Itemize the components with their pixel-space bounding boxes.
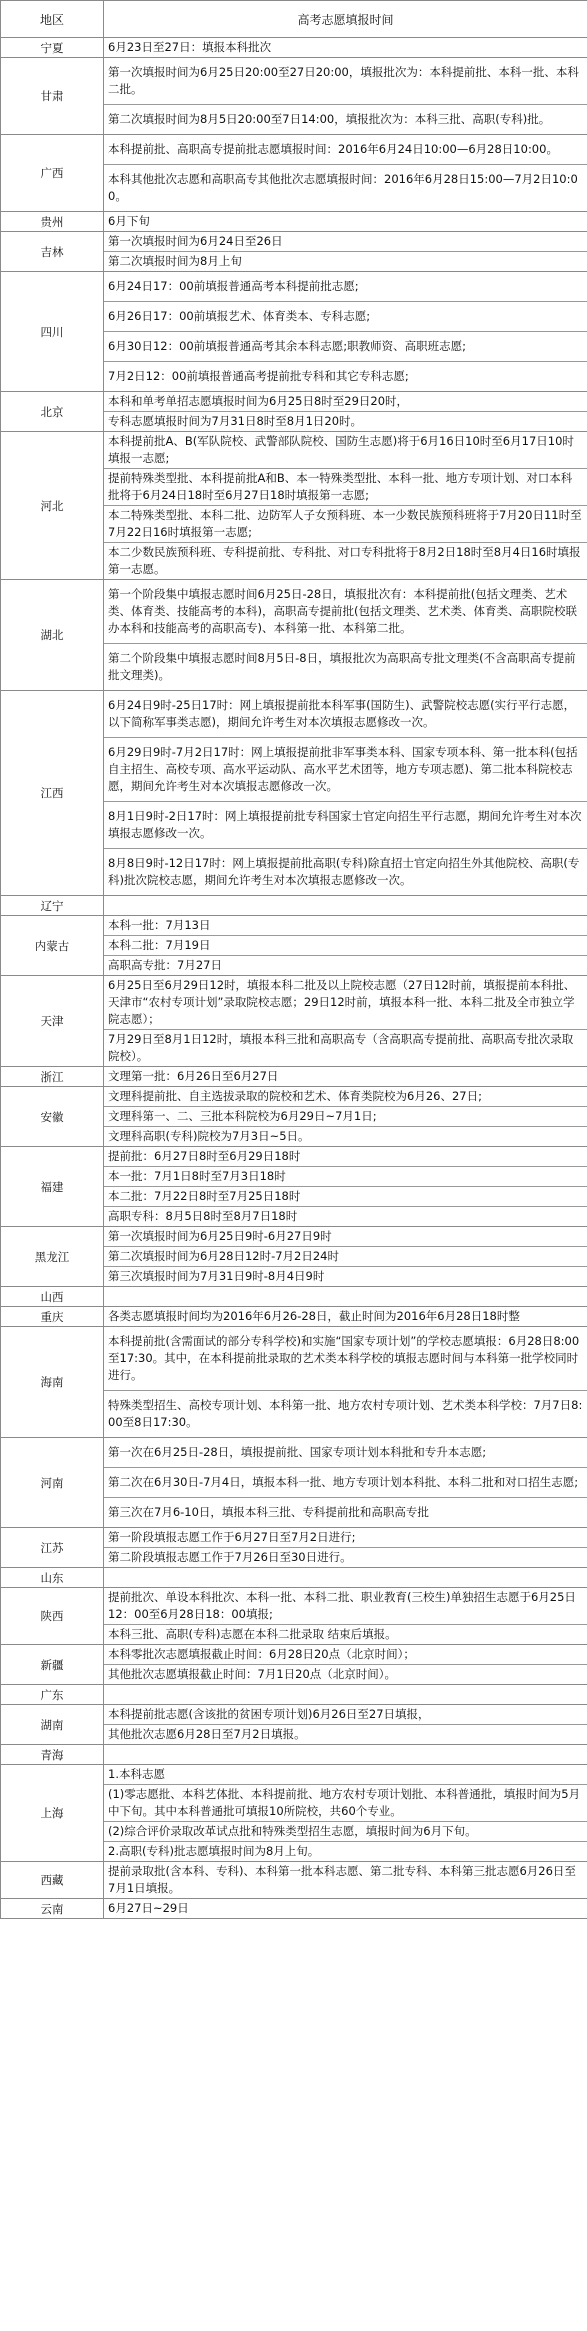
schedule-cell [104, 212, 587, 232]
schedule-entry: 高职高专批：7月27日 [104, 955, 587, 975]
table-row [1, 1327, 587, 1438]
table-row [1, 1645, 587, 1685]
table-row [1, 1745, 587, 1765]
region-cell: 陕西 [1, 1588, 104, 1645]
schedule-cell [104, 392, 587, 432]
schedule-entry: 第一阶段填报志愿工作于6月27日至7月2日进行; [108, 1530, 356, 1544]
table-header-row [1, 1, 587, 38]
region-cell: 浙江 [1, 1067, 104, 1087]
schedule-entry: 第一个阶段集中填报志愿时间6月25日-28日，填报批次有：本科提前批(包括文理类、艺术类、体育类、技能高考的本科)，高职高专提前批(包括文理类、艺术类、体育类、高职院校联办本科和技能高考的高职高专)、本科第一批、本科第二批。 [108, 587, 577, 635]
schedule-cell [104, 1528, 587, 1568]
schedule-entry: 第二次填报时间为8月5日20:00至7日14:00，填报批次为：本科三批、高职(专科)批。 [104, 104, 587, 134]
region-cell: 天津 [1, 976, 104, 1067]
schedule-cell [104, 1287, 587, 1307]
region-cell: 山东 [1, 1568, 104, 1588]
schedule-cell [104, 135, 587, 212]
schedule-entry: 8月8日9时-12日17时：网上填报提前批高职(专科)除直招士官定向招生外其他院校、高职(专科)批次院校志愿，期间允许考生对本次填报志愿修改一次。 [104, 848, 587, 895]
region-cell: 湖北 [1, 580, 104, 691]
table-row [1, 1287, 587, 1307]
schedule-entry: (1)零志愿批、本科艺体批、本科提前批、地方农村专项计划批、本科普通批，填报时间为5月中下旬。其中本科普通批可填报10所院校，共60个专业。 [104, 1784, 587, 1821]
schedule-entry: 第二次填报时间为6月28日12时-7月2日24时 [104, 1246, 587, 1266]
schedule-entry: 本科提前批志愿(含该批的贫困专项计划)6月26日至27日填报， [108, 1707, 430, 1721]
table-row [1, 1307, 587, 1327]
schedule-cell [104, 1307, 587, 1327]
schedule-entry: 1.本科志愿 [108, 1767, 165, 1781]
region-cell: 北京 [1, 392, 104, 432]
schedule-entry: 本科提前批A、B(军队院校、武警部队院校、国防生志愿)将于6月16日10时至6月17日10时填报一志愿; [108, 434, 574, 465]
schedule-cell [104, 1087, 587, 1147]
table-row [1, 58, 587, 135]
schedule-entry: 文理科第一、二、三批本科院校为6月29日~7月1日; [104, 1106, 587, 1126]
schedule-entry: 第一次填报时间为6月25日20:00至27日20:00，填报批次为：本科提前批、本科一批、本科二批。 [108, 65, 579, 96]
schedule-cell [104, 1227, 587, 1287]
schedule-entry [104, 1685, 587, 1704]
table-row [1, 1067, 587, 1087]
schedule-entry: 6月24日9时-25日17时：网上填报提前批本科军事(国防生)、武警院校志愿(实行平行志愿，以下简称军事类志愿)，期间允许考生对本次填报志愿修改一次。 [108, 698, 576, 729]
schedule-entry: 本二批：7月22日8时至7月25日18时 [104, 1186, 587, 1206]
table-row [1, 1705, 587, 1745]
schedule-entry: 文理科高职(专科)院校为7月3日~5日。 [104, 1126, 587, 1146]
table-row [1, 1438, 587, 1528]
schedule-entry: 提前批：6月27日8时至6月29日18时 [108, 1149, 301, 1163]
schedule-entry: (2)综合评价录取改革试点批和特殊类型招生志愿，填报时间为6月下旬。 [104, 1821, 587, 1841]
schedule-entry: 本一批：7月1日8时至7月3日18时 [104, 1166, 587, 1186]
region-cell: 黑龙江 [1, 1227, 104, 1287]
schedule-entry: 其他批次志愿6月28日至7月2日填报。 [104, 1724, 587, 1744]
region-cell: 云南 [1, 1899, 104, 1919]
region-column-header: 地区 [1, 1, 104, 38]
region-cell: 河北 [1, 432, 104, 580]
table-row [1, 1528, 587, 1568]
region-cell: 宁夏 [1, 38, 104, 58]
schedule-entry: 高职专科：8月5日8时至8月7日18时 [104, 1206, 587, 1226]
schedule-entry [104, 1568, 587, 1587]
table-body [1, 38, 587, 1919]
table-row [1, 976, 587, 1067]
schedule-cell [104, 1438, 587, 1528]
schedule-entry: 6月24日17：00前填报普通高考本科提前批志愿; [108, 279, 359, 293]
schedule-cell [104, 1147, 587, 1227]
schedule-entry: 本二少数民族预科班、专科提前批、专科批、对口专科批将于8月2日18时至8月4日16时填报第一志愿。 [104, 542, 587, 579]
schedule-entry [104, 1745, 587, 1764]
schedule-cell [104, 691, 587, 896]
table-row [1, 1588, 587, 1645]
schedule-entry: 6月下旬 [108, 214, 150, 228]
region-cell: 吉林 [1, 232, 104, 272]
region-cell: 海南 [1, 1327, 104, 1438]
table-row [1, 1685, 587, 1705]
region-cell: 贵州 [1, 212, 104, 232]
schedule-cell [104, 976, 587, 1067]
schedule-cell [104, 38, 587, 58]
region-cell: 江西 [1, 691, 104, 896]
schedule-entry [104, 896, 587, 915]
region-cell: 福建 [1, 1147, 104, 1227]
region-cell: 安徽 [1, 1087, 104, 1147]
region-cell: 山西 [1, 1287, 104, 1307]
schedule-entry: 本科二批：7月19日 [104, 935, 587, 955]
schedule-entry: 本科三批、高职(专科)志愿在本科二批录取 结束后填报。 [104, 1624, 587, 1644]
table-row [1, 916, 587, 976]
schedule-entry: 8月1日9时-2日17时：网上填报提前批专科国家士官定向招生平行志愿，期间允许考生对本次填报志愿修改一次。 [104, 801, 587, 848]
schedule-cell [104, 432, 587, 580]
table-row [1, 1147, 587, 1227]
table-row [1, 1227, 587, 1287]
schedule-entry: 第一次填报时间为6月24日至26日 [108, 234, 283, 248]
schedule-entry: 提前录取批(含本科、专科)、本科第一批本科志愿、第二批专科、本科第三批志愿6月26日至7月1日填报。 [108, 1864, 576, 1895]
schedule-cell [104, 1645, 587, 1685]
schedule-entry: 7月2日12：00前填报普通高考提前批专科和其它专科志愿; [104, 361, 587, 391]
schedule-entry: 7月29日至8月1日12时，填报本科三批和高职高专（含高职高专提前批、高职高专批次录取院校）。 [104, 1029, 587, 1066]
region-cell: 辽宁 [1, 896, 104, 916]
schedule-cell [104, 1327, 587, 1438]
region-cell: 西藏 [1, 1862, 104, 1899]
region-cell: 江苏 [1, 1528, 104, 1568]
schedule-entry: 本科提前批、高职高专提前批志愿填报时间：2016年6月24日10:00—6月28日10:00。 [108, 142, 558, 156]
schedule-entry: 第二阶段填报志愿工作于7月26日至30日进行。 [104, 1547, 587, 1567]
table-row [1, 232, 587, 272]
region-cell: 重庆 [1, 1307, 104, 1327]
schedule-entry: 6月23日至27日：填报本科批次 [108, 40, 272, 54]
schedule-cell [104, 1568, 587, 1588]
region-cell: 甘肃 [1, 58, 104, 135]
schedule-cell [104, 916, 587, 976]
schedule-entry: 提前批次、单设本科批次、本科一批、本科二批、职业教育(三校生)单独招生志愿于6月25日12：00至6月28日18：00填报; [108, 1590, 576, 1621]
table-row [1, 1087, 587, 1147]
time-column-header: 高考志愿填报时间 [104, 1, 587, 38]
region-cell: 四川 [1, 272, 104, 392]
schedule-cell [104, 1899, 587, 1919]
schedule-entry: 特殊类型招生、高校专项计划、本科第一批、地方农村专项计划、艺术类本科学校：7月7日8:00至8日17:30。 [104, 1390, 587, 1437]
schedule-cell [104, 1765, 587, 1862]
region-cell: 广西 [1, 135, 104, 212]
schedule-entry: 专科志愿填报时间为7月31日8时至8月1日20时。 [104, 411, 587, 431]
region-cell: 青海 [1, 1745, 104, 1765]
table-row [1, 691, 587, 896]
schedule-entry: 提前特殊类型批、本科提前批A和B、本一特殊类型批、本科一批、地方专项计划、对口本科批将于6月24日18时至6月27日18时填报第一志愿; [104, 468, 587, 505]
schedule-cell [104, 232, 587, 272]
schedule-entry: 2.高职(专科)批志愿填报时间为8月上旬。 [104, 1841, 587, 1861]
schedule-cell [104, 58, 587, 135]
schedule-entry: 6月27日~29日 [108, 1901, 189, 1915]
schedule-entry: 第三次在7月6-10日，填报本科三批、专科提前批和高职高专批 [104, 1497, 587, 1527]
region-cell: 河南 [1, 1438, 104, 1528]
schedule-entry: 各类志愿填报时间均为2016年6月26-28日，截止时间为2016年6月28日18时整 [108, 1309, 520, 1323]
schedule-cell [104, 1745, 587, 1765]
region-cell: 上海 [1, 1765, 104, 1862]
schedule-cell [104, 1705, 587, 1745]
table-row [1, 580, 587, 691]
schedule-entry: 第二次填报时间为8月上旬 [104, 251, 587, 271]
schedule-entry: 本科和单考单招志愿填报时间为6月25日8时至29日20时， [108, 394, 409, 408]
table-row [1, 1862, 587, 1899]
table-row [1, 1765, 587, 1862]
schedule-entry: 文理第一批：6月26日至6月27日 [108, 1069, 279, 1083]
schedule-entry [104, 1287, 587, 1306]
schedule-entry: 本科提前批(含需面试的部分专科学校)和实施“国家专项计划”的学校志愿填报：6月28日8:00至17:30。其中，在本科提前批录取的艺术类本科学校的填报志愿时间与本科第一批学校同时进行。 [108, 1334, 580, 1382]
table-row [1, 135, 587, 212]
schedule-cell [104, 1685, 587, 1705]
schedule-cell [104, 272, 587, 392]
region-cell: 湖南 [1, 1705, 104, 1745]
region-cell: 内蒙古 [1, 916, 104, 976]
region-cell: 新疆 [1, 1645, 104, 1685]
schedule-cell [104, 896, 587, 916]
schedule-entry: 第一次在6月25日-28日，填报提前批、国家专项计划本科批和专升本志愿; [108, 1445, 487, 1459]
schedule-entry: 本科其他批次志愿和高职高专其他批次志愿填报时间：2016年6月28日15:00—7月2日10:00。 [104, 164, 587, 211]
schedule-entry: 6月29日9时-7月2日17时：网上填报提前批非军事类本科、国家专项本科、第一批本科(包括自主招生、高校专项、高水平运动队、高水平艺术团等，地方专项志愿)、第二批本科院校志愿，期间允许考生对本次填报志愿修改一次。 [104, 737, 587, 801]
schedule-cell [104, 1588, 587, 1645]
schedule-entry: 本科零批次志愿填报截止时间：6月28日20点（北京时间）； [108, 1647, 415, 1661]
table-row [1, 1899, 587, 1919]
region-cell: 广东 [1, 1685, 104, 1705]
table-row [1, 896, 587, 916]
table-row [1, 38, 587, 58]
schedule-cell [104, 580, 587, 691]
schedule-entry: 第二个阶段集中填报志愿时间8月5日-8日，填报批次为高职高专批文理类(不含高职高专提前批文理类)。 [104, 643, 587, 690]
table-row [1, 272, 587, 392]
schedule-entry: 第三次填报时间为7月31日9时-8月4日9时 [104, 1266, 587, 1286]
schedule-entry: 本二特殊类型批、本科二批、边防军人子女预科班、本一少数民族预科班将于7月20日11时至7月22日16时填报第一志愿; [104, 505, 587, 542]
schedule-entry: 其他批次志愿填报截止时间：7月1日20点（北京时间）。 [104, 1664, 587, 1684]
table-row [1, 1568, 587, 1588]
schedule-entry: 6月26日17：00前填报艺术、体育类本、专科志愿; [104, 301, 587, 331]
schedule-cell [104, 1862, 587, 1899]
table-row [1, 212, 587, 232]
table-row [1, 392, 587, 432]
schedule-cell [104, 1067, 587, 1087]
schedule-entry: 本科一批：7月13日 [108, 918, 211, 932]
schedule-entry: 第二次在6月30日-7月4日，填报本科一批、地方专项计划本科批、本科二批和对口招生志愿; [104, 1467, 587, 1497]
schedule-entry: 第一次填报时间为6月25日9时-6月27日9时 [108, 1229, 332, 1243]
schedule-entry: 文理科提前批、自主选拔录取的院校和艺术、体育类院校为6月26、27日; [108, 1089, 482, 1103]
schedule-entry: 6月30日12：00前填报普通高考其余本科志愿;职教师资、高职班志愿; [104, 331, 587, 361]
table-row [1, 432, 587, 580]
schedule-entry: 6月25日至6月29日12时，填报本科二批及以上院校志愿（27日12时前，填报提前本科批、天津市“农村专项计划”录取院校志愿；29日12时前，填报本科一批、本科二批及全市独立学院志愿）； [108, 978, 576, 1026]
